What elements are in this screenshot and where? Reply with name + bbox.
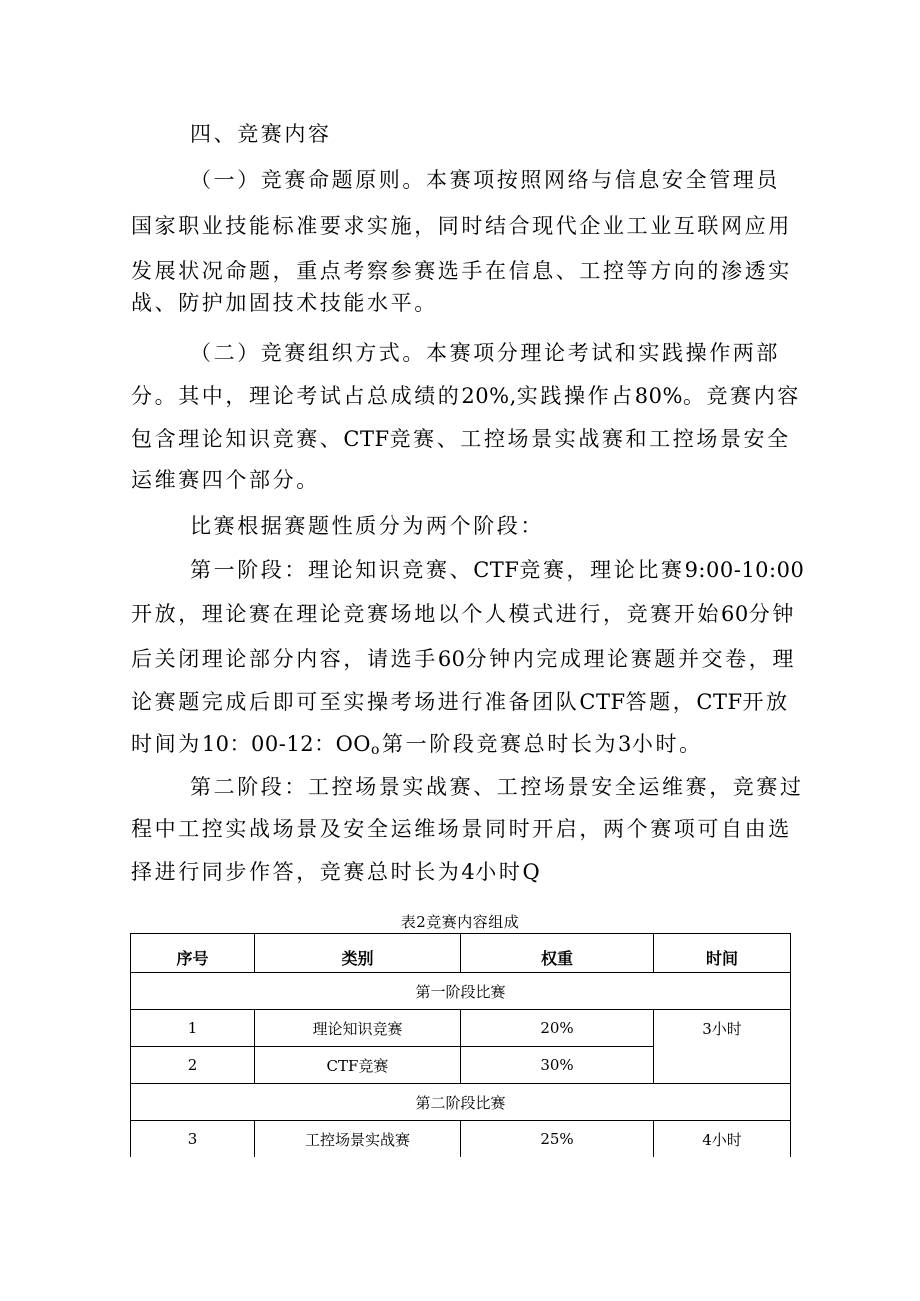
paragraph-1-line-1: （一）竞赛命题原则。本赛项按照网络与信息安全管理员 xyxy=(190,168,780,192)
row-3-category: 工控场景实战赛 xyxy=(255,1121,461,1158)
p4-l1-text-a: 第一阶段：理论知识竞赛、 xyxy=(190,558,474,582)
p2-l3-text-a: 包含理论知识竞赛、 xyxy=(131,427,344,451)
p4-l3-sixty: 60 xyxy=(437,647,466,671)
header-time: 时间 xyxy=(654,934,791,973)
page-bottom-blank xyxy=(0,1157,920,1301)
competition-content-table xyxy=(130,933,791,1195)
paragraph-1-line-3: 发展状况命题，重点考察参赛选手在信息、工控等方向的渗透实 xyxy=(131,259,792,283)
paragraph-4-line-5 xyxy=(131,730,703,764)
row-1-number: 1 xyxy=(131,1010,255,1047)
p4-l5-subscript: o xyxy=(371,742,383,758)
header-weight: 权重 xyxy=(461,934,654,973)
paragraph-2-line-3 xyxy=(131,425,791,453)
p4-l1-text-c: 竞赛，理论比赛 xyxy=(519,558,685,582)
paragraph-4-line-2 xyxy=(131,600,796,628)
p4-l1-time: 9:00-10:00 xyxy=(684,558,805,582)
p4-l2-text-a: 开放，理论赛在理论竞赛场地以个人模式进行，竞赛开始 xyxy=(131,602,721,626)
p5-l3-text-c: 小时 xyxy=(475,860,523,884)
paragraph-2-line-4: 运维赛四个部分。 xyxy=(131,468,320,492)
p4-l4-ctf-a: CTF xyxy=(579,690,626,714)
row-2-weight: 30% xyxy=(461,1047,654,1084)
table-header-row xyxy=(131,934,791,973)
p2-l2-percent-80: 80% xyxy=(634,384,683,408)
header-category: 类别 xyxy=(255,934,461,973)
paragraph-2-line-2 xyxy=(131,382,801,410)
header-number: 序号 xyxy=(131,934,255,973)
row-3-number: 3 xyxy=(131,1121,255,1158)
p4-l5-text-c: 第一阶段竞赛总时长为 xyxy=(382,732,619,756)
section-heading: 四、竞赛内容 xyxy=(190,122,332,146)
table-row xyxy=(131,1121,791,1158)
p5-l3-q: Q xyxy=(522,860,541,884)
table-row xyxy=(131,1010,791,1047)
p2-l2-text-e: 。竞赛内容 xyxy=(682,384,801,408)
p4-l5-time: 10：00-12：OO xyxy=(201,732,372,756)
stage-2-title: 第二阶段比赛 xyxy=(131,1084,791,1121)
paragraph-1-line-2: 国家职业技能标准要求实施，同时结合现代企业工业互联网应用 xyxy=(131,214,792,238)
stage-1-title-row xyxy=(131,973,791,1010)
p4-l5-three: 3 xyxy=(618,732,632,756)
paragraph-1-line-4: 战、防护加固技术技能水平。 xyxy=(131,291,438,315)
row-1-weight: 20% xyxy=(461,1010,654,1047)
row-3-weight: 25% xyxy=(461,1121,654,1158)
p4-l4-ctf-b: CTF xyxy=(696,690,743,714)
p5-l3-four: 4 xyxy=(461,860,476,884)
p4-l5-text-e: 小时。 xyxy=(631,732,703,756)
p2-l2-text-a: 分。其中，理论考试占总成绩的 xyxy=(131,384,462,408)
p4-l2-sixty: 60 xyxy=(721,602,749,626)
paragraph-5-line-1: 第二阶段：工控场景实战赛、工控场景安全运维赛，竞赛过 xyxy=(190,775,804,799)
p4-l4-text-a: 论赛题完成后即可至实操考场进行准备团队 xyxy=(131,690,580,714)
row-1-time: 3小时 xyxy=(654,1010,791,1084)
paragraph-5-line-2: 程中工控实战场景及安全运维场景同时开启，两个赛项可自由选 xyxy=(131,817,792,841)
p2-l3-text-c: 竞赛、工控场景实战赛和工控场景安全 xyxy=(389,427,791,451)
p2-l3-ctf: CTF xyxy=(343,427,390,451)
p5-l3-text-a: 择进行同步作答，竞赛总时长为 xyxy=(131,860,462,884)
table-caption: 表2竞赛内容组成 xyxy=(400,913,520,931)
row-2-category: CTF竞赛 xyxy=(255,1047,461,1084)
paragraph-5-line-3 xyxy=(131,858,540,886)
row-2-number: 2 xyxy=(131,1047,255,1084)
p4-l5-text-a: 时间为 xyxy=(131,732,202,756)
paragraph-4-line-1 xyxy=(190,556,804,584)
paragraph-2-line-1: （二）竞赛组织方式。本赛项分理论考试和实践操作两部 xyxy=(190,341,780,365)
stage-2-title-row xyxy=(131,1084,791,1121)
paragraph-4-line-4 xyxy=(131,688,790,716)
p4-l4-text-e: 开放 xyxy=(742,690,790,714)
row-3-time: 4小时 xyxy=(654,1121,791,1158)
row-1-category: 理论知识竞赛 xyxy=(255,1010,461,1047)
p2-l2-text-c: 实践操作占 xyxy=(516,384,635,408)
p4-l2-text-c: 分钟 xyxy=(748,602,796,626)
p4-l3-text-c: 分钟内完成理论赛题并交卷，理 xyxy=(465,647,796,671)
p4-l3-text-a: 后关闭理论部分内容，请选手 xyxy=(131,647,438,671)
paragraph-3-line-1: 比赛根据赛题性质分为两个阶段： xyxy=(190,514,544,538)
p4-l1-ctf: CTF xyxy=(473,558,520,582)
paragraph-4-line-3 xyxy=(131,645,796,673)
p2-l2-percent-20: 20%, xyxy=(461,384,517,408)
stage-1-title: 第一阶段比赛 xyxy=(131,973,791,1010)
p4-l4-text-c: 答题， xyxy=(625,690,697,714)
